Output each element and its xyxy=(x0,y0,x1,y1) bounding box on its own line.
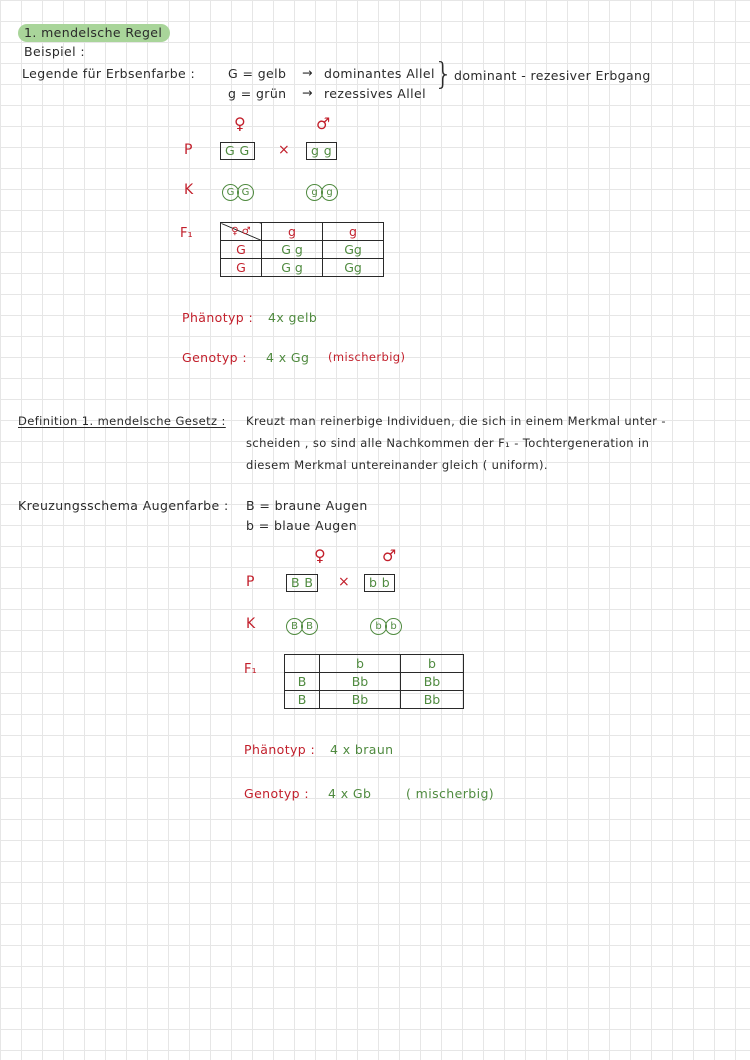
cross-symbol: × xyxy=(338,574,350,590)
punnett-corner-cell: ♀ ♂ xyxy=(221,223,262,241)
f1-label: F₁ xyxy=(180,226,193,241)
punnett-cell: Gg xyxy=(323,259,384,277)
definition-label: Definition 1. mendelsche Gesetz : xyxy=(18,414,226,428)
arrow-icon: → xyxy=(302,85,313,100)
punnett-row-header: G xyxy=(221,259,262,277)
legend-braun: B = braune Augen xyxy=(246,498,368,513)
legend-gelb: G = gelb xyxy=(228,66,287,81)
punnett-square-erbsen xyxy=(220,222,384,277)
p-female-genotype: B B xyxy=(286,572,318,592)
gamete-circle: g xyxy=(321,184,338,201)
p-male-genotype: b b xyxy=(364,572,395,592)
p-label: P xyxy=(184,142,193,158)
punnett-cell: Bb xyxy=(320,691,401,709)
male-symbol-icon: ♂ xyxy=(382,546,397,565)
k-label: K xyxy=(246,616,256,632)
gamete-circle: B xyxy=(286,618,303,635)
punnett-cell: Bb xyxy=(401,673,464,691)
legend-erbsenfarbe-label: Legende für Erbsenfarbe : xyxy=(22,66,196,81)
k-male-gametes xyxy=(370,614,400,635)
genotyp-label: Genotyp : xyxy=(244,786,309,801)
punnett-cell: G g xyxy=(262,259,323,277)
gamete-circle: b xyxy=(370,618,387,635)
female-symbol-icon: ♀ xyxy=(234,114,246,133)
phaenotyp-value: 4x gelb xyxy=(268,310,318,325)
legend-blau: b = blaue Augen xyxy=(246,518,358,533)
definition-line-3: diesem Merkmal untereinander gleich ( uniform). xyxy=(246,458,548,472)
k-male-gametes xyxy=(306,180,336,201)
gamete-circle: G xyxy=(237,184,254,201)
page-title-text: 1. mendelsche Regel xyxy=(18,24,170,42)
punnett-square-augen xyxy=(284,654,464,709)
legend-rezessiv-desc: rezessives Allel xyxy=(324,86,426,101)
genotyp-value: 4 x Gg xyxy=(266,350,310,365)
punnett-col-header: g xyxy=(262,223,323,241)
genotyp-note: (mischerbig) xyxy=(328,350,406,364)
gamete-circle: G xyxy=(222,184,239,201)
arrow-icon: → xyxy=(302,65,313,80)
legend-gruen: g = grün xyxy=(228,86,287,101)
genotyp-label: Genotyp : xyxy=(182,350,247,365)
k-female-gametes xyxy=(222,180,252,201)
phaenotyp-value: 4 x braun xyxy=(330,742,394,757)
k-female-gametes xyxy=(286,614,316,635)
punnett-col-header: b xyxy=(320,655,401,673)
phaenotyp-label: Phänotyp : xyxy=(244,742,316,757)
punnett-row-header: B xyxy=(285,691,320,709)
gamete-circle: B xyxy=(301,618,318,635)
male-symbol-icon: ♂ xyxy=(316,114,331,133)
gamete-circle: g xyxy=(306,184,323,201)
beispiel-label: Beispiel : xyxy=(24,44,86,59)
punnett-cell: Bb xyxy=(320,673,401,691)
curly-brace-icon: } xyxy=(434,57,454,92)
punnett-row-header: B xyxy=(285,673,320,691)
legend-augenfarbe-label: Kreuzungsschema Augenfarbe : xyxy=(18,498,229,513)
p-female-genotype: G G xyxy=(220,140,255,160)
phaenotyp-label: Phänotyp : xyxy=(182,310,254,325)
page-title xyxy=(18,22,170,41)
punnett-col-header: b xyxy=(401,655,464,673)
p-label: P xyxy=(246,574,255,590)
p-male-genotype: g g xyxy=(306,140,337,160)
female-symbol-icon: ♀ xyxy=(314,546,326,565)
genotyp-value: 4 x Gb xyxy=(328,786,372,801)
genotyp-note: ( mischerbig) xyxy=(406,786,495,801)
punnett-cell: Gg xyxy=(323,241,384,259)
cross-symbol: × xyxy=(278,142,290,158)
punnett-col-header: g xyxy=(323,223,384,241)
legend-dominant-desc: dominantes Allel xyxy=(324,66,435,81)
punnett-cell: Bb xyxy=(401,691,464,709)
gamete-circle: b xyxy=(385,618,402,635)
k-label: K xyxy=(184,182,194,198)
definition-line-1: Kreuzt man reinerbige Individuen, die sich in einem Merkmal unter - xyxy=(246,414,666,428)
punnett-row-header: G xyxy=(221,241,262,259)
punnett-corner-cell xyxy=(285,655,320,673)
punnett-cell: G g xyxy=(262,241,323,259)
definition-line-2: scheiden , so sind alle Nachkommen der F₁ - Tochtergeneration in xyxy=(246,436,650,450)
erbgang-label: dominant - rezesiver Erbgang xyxy=(454,68,651,83)
f1-label: F₁ xyxy=(244,662,257,677)
